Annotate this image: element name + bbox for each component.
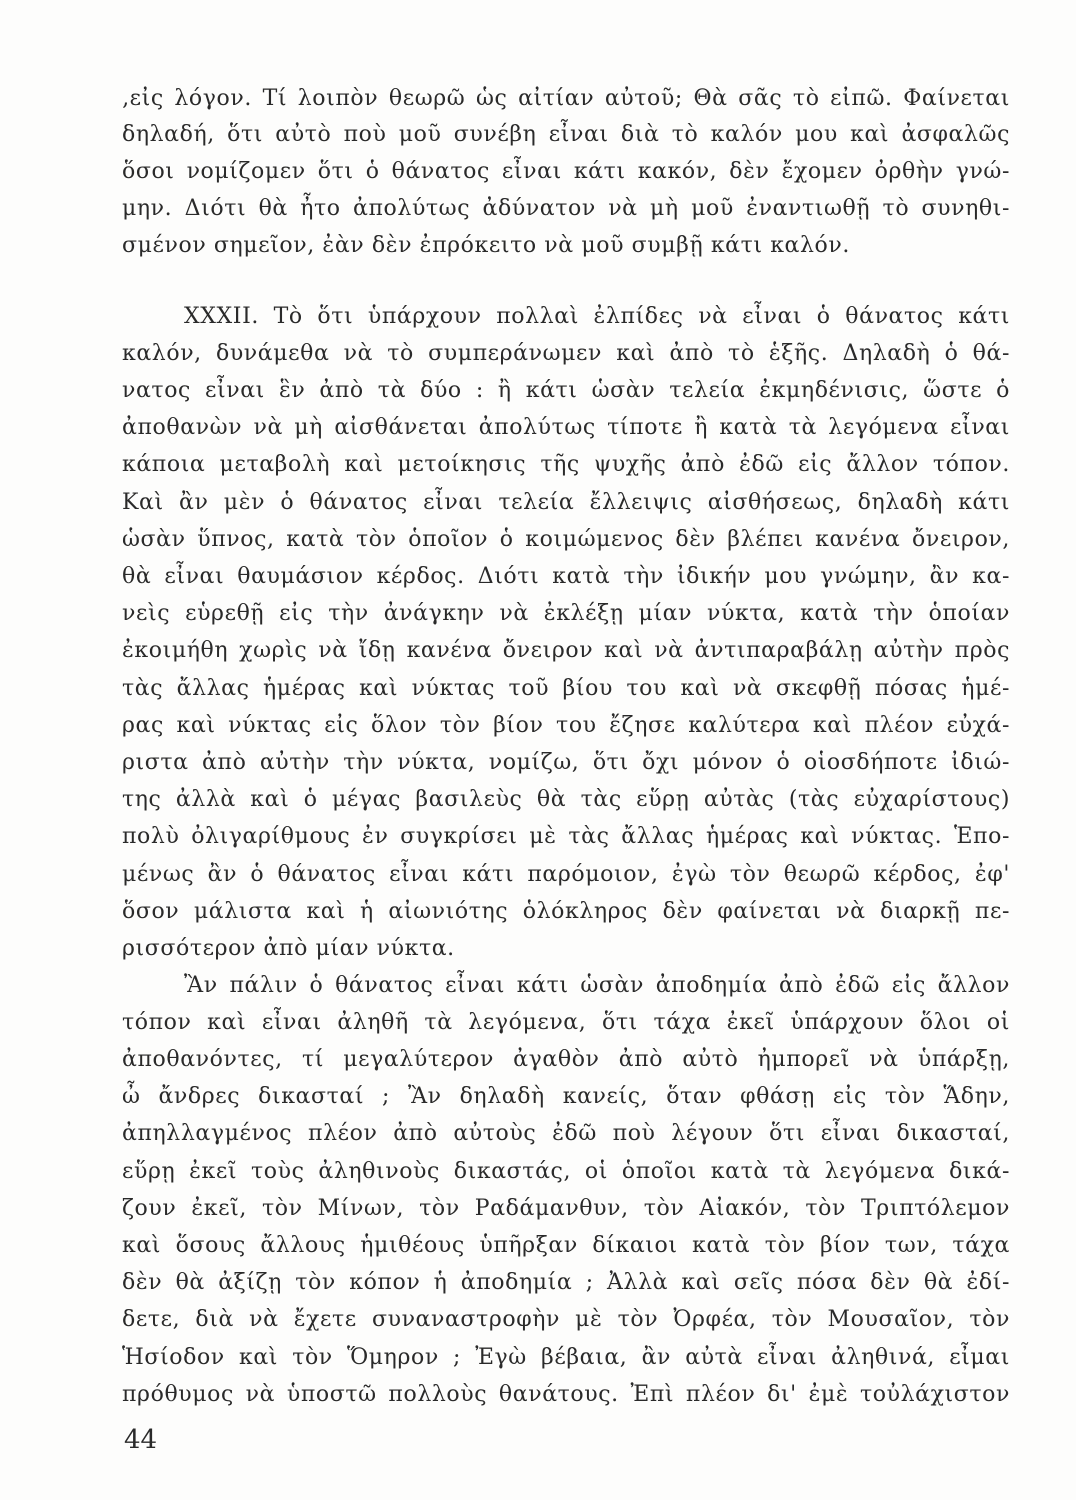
text-line: πρόθυμος νὰ ὑποστῶ πολλοὺς θανάτους. Ἐπὶ πλέον δι' ἐμὲ τοὐλάχιστον [122,1382,1010,1407]
text-line: ὅσοι νομίζομεν ὅτι ὁ θάνατος εἶναι κάτι κακόν, δὲν ἔχομεν ὀρθὴν γνώ- [122,159,1010,184]
text-line: δὲν θὰ ἀξίζῃ τὸν κόπον ἡ ἀποδημία ; Ἀλλὰ καὶ σεῖς πόσα δὲν θὰ ἐδί- [122,1270,1010,1295]
page-number: 44 [124,1425,158,1455]
text-line: θὰ εἶναι θαυμάσιον κέρδος. Διότι κατὰ τὴν ἰδικήν μου γνώμην, ἂν κα- [122,564,1010,589]
text-line: κάποια μεταβολὴ καὶ μετοίκησις τῆς ψυχῆς ἀπὸ ἐδῶ εἰς ἄλλον τόπον. [122,452,1010,477]
text-line: ἀποθανόντες, τί μεγαλύτερον ἀγαθὸν ἀπὸ αὐτὸ ἠμπορεῖ νὰ ὑπάρξῃ, [122,1047,1010,1072]
text-line: δετε, διὰ νὰ ἔχετε συναναστροφὴν μὲ τὸν Ὀρφέα, τὸν Μουσαῖον, τὸν [122,1307,1010,1332]
text-line: τὰς ἄλλας ἡμέρας καὶ νύκτας τοῦ βίου του καὶ νὰ σκεφθῇ πόσας ἡμέ- [122,676,1010,701]
text-line: νεὶς εὑρεθῇ εἰς τὴν ἀνάγκην νὰ ἐκλέξῃ μίαν νύκτα, κατὰ τὴν ὁποίαν [122,601,1010,626]
text-line: ὡσὰν ὕπνος, κατὰ τὸν ὁποῖον ὁ κοιμώμενος δὲν βλέπει κανένα ὄνειρον, [122,527,1010,552]
text-line: ‚εἰς λόγον. Τί λοιπὸν θεωρῶ ὡς αἰτίαν αὐτοῦ; Θὰ σᾶς τὸ εἰπῶ. Φαίνεται [122,86,1010,111]
text-line: νατος εἶναι ἓν ἀπὸ τὰ δύο : ἢ κάτι ὡσὰν τελεία ἐκμηδένισις, ὥστε ὁ [122,378,1010,403]
text-line: ριστα ἀπὸ αὐτὴν τὴν νύκτα, νομίζω, ὅτι ὄχι μόνον ὁ οἱοσδήποτε ἰδιώ- [122,750,1010,775]
text-line: XXXII. Τὸ ὅτι ὑπάρχουν πολλαὶ ἐλπίδες νὰ εἶναι ὁ θάνατος κάτι [184,304,1010,329]
text-line: Ἂν πάλιν ὁ θάνατος εἶναι κάτι ὡσὰν ἀποδημία ἀπὸ ἐδῶ εἰς ἄλλον [184,973,1010,998]
text-line: ἀπηλλαγμένος πλέον ἀπὸ αὐτοὺς ἐδῶ ποὺ λέγουν ὅτι εἶναι δικασταί, [122,1121,1010,1146]
text-line: καλόν, δυνάμεθα νὰ τὸ συμπεράνωμεν καὶ ἀπὸ τὸ ἑξῆς. Δηλαδὴ ὁ θά- [122,341,1010,366]
text-line: σμένον σημεῖον, ἐὰν δὲν ἐπρόκειτο νὰ μοῦ συμβῇ κάτι καλόν. [122,233,850,258]
text-line: εὕρῃ ἐκεῖ τοὺς ἀληθινοὺς δικαστάς, οἱ ὁποῖοι κατὰ τὰ λεγόμενα δικά- [122,1159,1010,1184]
text-line: δηλαδή, ὅτι αὐτὸ ποὺ μοῦ συνέβη εἶναι διὰ τὸ καλόν μου καὶ ἀσφαλῶς [122,122,1010,147]
text-line: τόπον καὶ εἶναι ἀληθῆ τὰ λεγόμενα, ὅτι τάχα ἐκεῖ ὑπάρχουν ὅλοι οἱ [122,1010,1010,1035]
text-line: ζουν ἐκεῖ, τὸν Μίνων, τὸν Ραδάμανθυν, τὸν Αἰακόν, τὸν Τριπτόλεμον [122,1196,1010,1221]
text-line: καὶ ὅσους ἄλλους ἡμιθέους ὑπῆρξαν δίκαιοι κατὰ τὸν βίον των, τάχα [122,1233,1010,1258]
text-line: ρισσότερον ἀπὸ μίαν νύκτα. [122,936,455,961]
text-line: της ἀλλὰ καὶ ὁ μέγας βασιλεὺς θὰ τὰς εὕρῃ αὐτὰς (τὰς εὐχαρίστους) [122,787,1010,812]
text-line: ὅσον μάλιστα καὶ ἡ αἰωνιότης ὁλόκληρος δὲν φαίνεται νὰ διαρκῇ πε- [122,899,1010,924]
text-line: μένως ἂν ὁ θάνατος εἶναι κάτι παρόμοιον, ἐγὼ τὸν θεωρῶ κέρδος, ἐφ' [122,862,1010,887]
text-line: μην. Διότι θὰ ἦτο ἀπολύτως ἀδύνατον νὰ μὴ μοῦ ἐναντιωθῇ τὸ συνηθι- [122,196,1010,221]
text-line: πολὺ ὀλιγαρίθμους ἐν συγκρίσει μὲ τὰς ἄλλας ἡμέρας καὶ νύκτας. Ἑπο- [122,824,1010,849]
text-line: ἐκοιμήθη χωρὶς νὰ ἴδῃ κανένα ὄνειρον καὶ νὰ ἀντιπαραβάλῃ αὐτὴν πρὸς [122,638,1010,663]
text-line: ἀποθανὼν νὰ μὴ αἰσθάνεται ἀπολύτως τίποτε ἢ κατὰ τὰ λεγόμενα εἶναι [122,415,1010,440]
text-line: Ἡσίοδον καὶ τὸν Ὅμηρον ; Ἐγὼ βέβαια, ἂν αὐτὰ εἶναι ἀληθινά, εἶμαι [122,1345,1010,1370]
text-line: ρας καὶ νύκτας εἰς ὅλον τὸν βίον του ἔζησε καλύτερα καὶ πλέον εὐχά- [122,713,1010,738]
text-line: ὦ ἄνδρες δικασταί ; Ἂν δηλαδὴ κανείς, ὅταν φθάσῃ εἰς τὸν Ἅδην, [122,1084,1010,1109]
text-line: Καὶ ἂν μὲν ὁ θάνατος εἶναι τελεία ἔλλειψις αἰσθήσεως, δηλαδὴ κάτι [122,490,1010,515]
